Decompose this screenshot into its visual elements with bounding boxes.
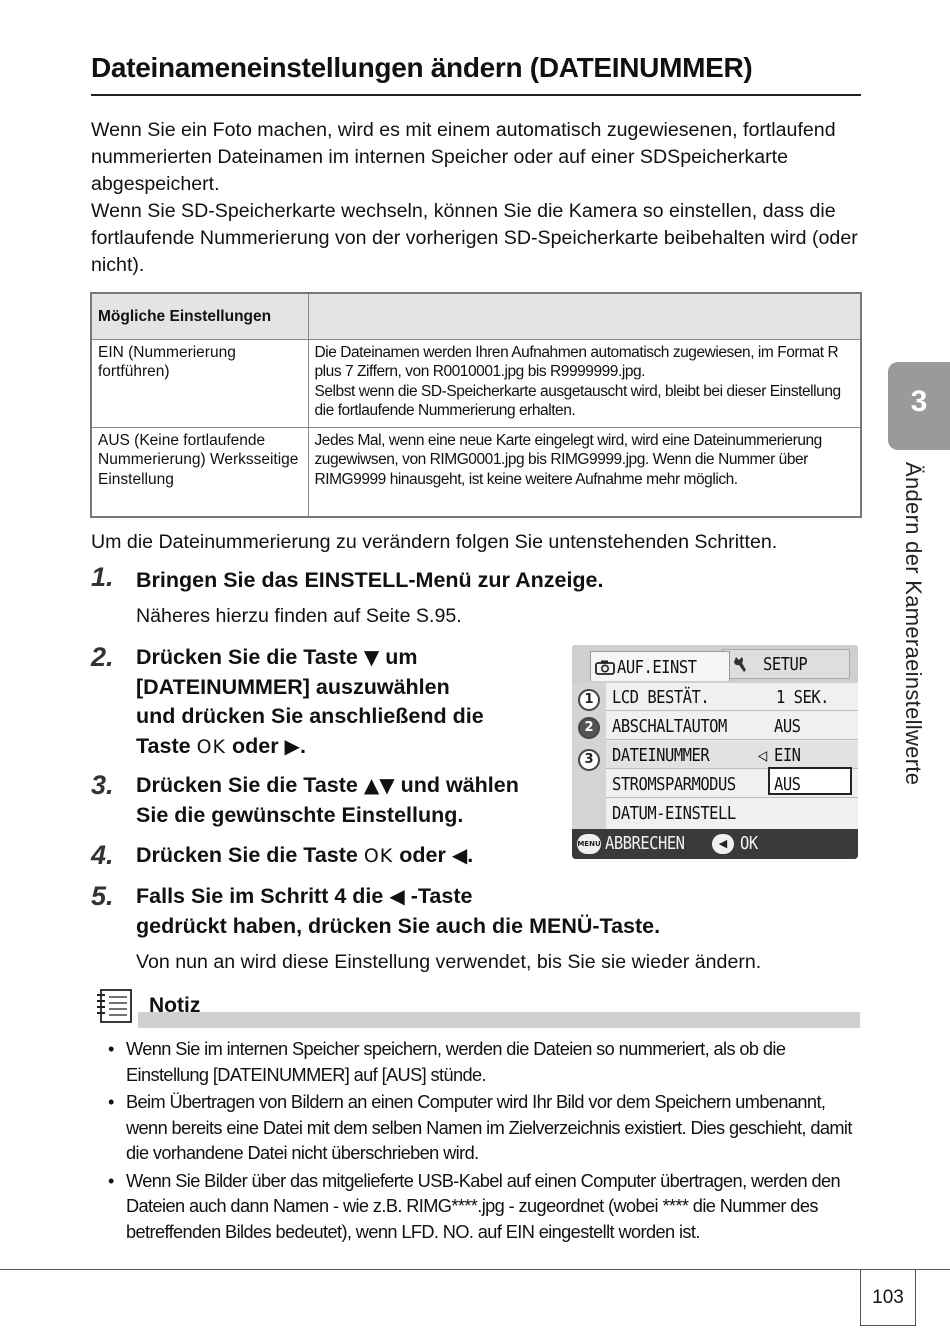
intro-paragraph-1: Wenn Sie ein Foto machen, wird es mit einem automatisch zugewiesenen, fortlaufend nummerierten Dateinamen im internen Speicher oder auf einer SDSpeicherkarte abgespeichert. bbox=[91, 119, 836, 195]
step-text: Bringen Sie das EINSTELL-Menü zur Anzeige. bbox=[136, 568, 604, 592]
camera-menu-value: AUS bbox=[774, 774, 801, 795]
step-text-part: oder bbox=[231, 733, 279, 758]
table-description-line: Die Dateinamen werden Ihren Aufnahmen automatisch zugewiesen, im Format R plus 7 Ziffern, von R0010001.jpg bis R9999999.jpg. bbox=[314, 343, 839, 380]
step-text-part: und drücken Sie anschließend die bbox=[136, 704, 484, 728]
step-number: 5. bbox=[91, 881, 114, 911]
camera-menu-label: STROMSPARMODUS bbox=[612, 774, 736, 795]
notiz-heading: Notiz bbox=[149, 994, 201, 1017]
camera-menu-value: 1 SEK. bbox=[776, 687, 829, 708]
camera-tab-bar bbox=[572, 645, 858, 683]
camera-footer-cancel: ABBRECHEN bbox=[605, 833, 685, 854]
up-down-arrows-icon: ▲▼ bbox=[363, 773, 395, 797]
table-description-cell: Jedes Mal, wenn eine neue Karte eingelegt wird, wird eine Dateinummerierung zugewiwsen, von RIMG0001.jpg bis RIMG9999.jpg. Wenn die Nummer über RIMG9999 hinausgeht, ist keine weitere Aufnahme mehr möglich. bbox=[308, 427, 861, 517]
table-setting-cell: EIN (Nummerierung fortführen) bbox=[91, 339, 308, 427]
step-text-part: Drücken Sie die Taste bbox=[136, 645, 358, 669]
left-button-icon: ◀ bbox=[712, 834, 734, 854]
ok-button-icon: OK bbox=[196, 735, 226, 758]
footer-divider bbox=[0, 1269, 950, 1270]
left-arrow-icon: ◀ bbox=[389, 884, 405, 908]
camera-tab-setup bbox=[722, 649, 850, 679]
camera-menu-label: DATUM-EINSTELL bbox=[612, 803, 736, 824]
camera-menu-label: LCD BESTÄT. bbox=[612, 687, 710, 708]
step-text-part: Falls Sie im Schritt 4 die bbox=[136, 884, 384, 908]
step-text: Drücken Sie die Taste OK oder ◀. bbox=[136, 841, 473, 872]
camera-tab-aufeinst-label: AUF.EINST bbox=[617, 657, 697, 678]
step-text-part: gedrückt haben, drücken Sie auch die MENÜ-Taste. bbox=[136, 913, 661, 938]
step-subtext: Von nun an wird diese Einstellung verwendet, bis Sie sie wieder ändern. bbox=[136, 951, 762, 973]
notiz-list bbox=[108, 1037, 868, 1247]
camera-menu-row bbox=[606, 770, 858, 798]
table-header-cell: Mögliche Einstellungen bbox=[91, 293, 308, 339]
notepad-icon bbox=[93, 987, 139, 1025]
camera-menu-row bbox=[606, 799, 858, 827]
table-header-row bbox=[91, 293, 861, 339]
table-description-line: Selbst wenn die SD-Speicherkarte ausgetauscht wird, bleibt bei dieser Einstellung die fortlaufende Nummerierung erhalten. bbox=[314, 382, 841, 419]
step-text-part: -Taste bbox=[410, 884, 473, 908]
camera-icon bbox=[595, 660, 615, 675]
camera-menu-marker: ◁ bbox=[758, 745, 767, 766]
camera-tab-aufeinst bbox=[590, 651, 730, 681]
table-row bbox=[91, 427, 861, 517]
chapter-title: Ändern der Kameraeinstellwerte bbox=[901, 462, 926, 786]
right-arrow-icon: ▶ bbox=[284, 733, 300, 758]
camera-menu-label: ABSCHALTAUTOM bbox=[612, 716, 727, 737]
page-number: 103 bbox=[860, 1270, 916, 1326]
camera-menu-label: DATEINUMMER bbox=[612, 745, 710, 766]
camera-footer bbox=[572, 829, 858, 859]
camera-menu-value: AUS bbox=[774, 716, 801, 737]
list-item: • Beim Übertragen von Bildern an einen Computer wird Ihr Bild vor dem Speichern umbenannt, wenn bereits eine Datei mit dem selben Namen im Zielverzeichnis existiert. Dies geschieht, damit die vorhandene Datei nicht überschrieben wird. bbox=[108, 1090, 868, 1167]
list-item: • Wenn Sie Bilder über das mitgelieferte USB-Kabel auf einen Computer übertragen, werden den Dateien auch dann Namen - wie z.B. RIMG****.jpg - zugeordnet (wobei **** die Nummer des betreffenden Bildes bedeutet), wenn LFD. NO. auf EIN eingestellt worden ist. bbox=[108, 1169, 868, 1246]
ok-button-icon: OK bbox=[363, 845, 394, 867]
table-row bbox=[91, 339, 861, 427]
step-number: 2. bbox=[91, 642, 114, 672]
title-divider bbox=[91, 94, 861, 96]
camera-menu-row-selected bbox=[606, 741, 858, 769]
step-text-part: Taste bbox=[136, 733, 191, 758]
step-text-part: Drücken Sie die Taste bbox=[136, 773, 358, 797]
step-text-part: [DATEINUMMER] auszuwählen bbox=[136, 674, 450, 699]
intro-paragraph-2: Wenn Sie SD-Speicherkarte wechseln, können Sie die Kamera so einstellen, dass die fortlaufende Nummerierung von der vorherigen SD-Speicherkarte beibehalten wird (oder nicht). bbox=[91, 200, 858, 276]
table-description-cell bbox=[308, 339, 861, 427]
intro-text bbox=[91, 117, 861, 279]
chapter-number: 3 bbox=[910, 385, 928, 418]
page-title: Dateinameneinstellungen ändern (DATEINUMMER) bbox=[91, 52, 753, 83]
step-text bbox=[136, 882, 876, 941]
wrench-icon bbox=[733, 655, 749, 673]
step-number: 3. bbox=[91, 770, 114, 800]
camera-footer-ok: OK bbox=[740, 833, 758, 854]
camera-menu-row bbox=[606, 683, 858, 711]
camera-page-column bbox=[572, 683, 606, 829]
table-setting-cell: AUS (Keine fortlaufende Nummerierung) Werksseitige Einstellung bbox=[91, 427, 308, 517]
step-number: 4. bbox=[91, 840, 114, 870]
step-text-part: und wählen bbox=[400, 773, 519, 797]
camera-page-number: 2 bbox=[578, 717, 600, 739]
settings-table bbox=[90, 292, 862, 518]
menu-button-icon: MENU bbox=[577, 834, 601, 854]
table-header-empty-cell bbox=[308, 293, 861, 339]
camera-page-number: 3 bbox=[578, 749, 600, 771]
camera-menu-value: EIN bbox=[774, 745, 801, 766]
step-number: 1. bbox=[91, 562, 114, 592]
step-text-part: um bbox=[385, 645, 418, 669]
list-item: • Wenn Sie im internen Speicher speichern, werden die Dateien so nummeriert, als ob die Einstellung [DATEINUMMER] auf [AUS] stünde. bbox=[108, 1037, 868, 1088]
steps-intro: Um die Dateinummerierung zu verändern folgen Sie untenstehenden Schritten. bbox=[91, 531, 778, 553]
left-arrow-icon: ◀ bbox=[451, 843, 468, 867]
camera-menu-screenshot bbox=[572, 645, 858, 859]
camera-menu-row bbox=[606, 712, 858, 740]
step-text bbox=[136, 771, 556, 830]
down-arrow-icon: ▼ bbox=[363, 645, 380, 669]
notiz-header-bar bbox=[138, 1012, 860, 1028]
step-text-part: Sie die gewünschte Einstellung. bbox=[136, 802, 464, 827]
camera-page-number: 1 bbox=[578, 689, 600, 711]
camera-tab-setup-label: SETUP bbox=[763, 654, 808, 675]
step-text-part: Drücken Sie die Taste bbox=[136, 843, 358, 867]
step-subtext: Näheres hierzu finden auf Seite S.95. bbox=[136, 605, 462, 627]
step-text-part: oder bbox=[399, 843, 446, 867]
step-text: Drücken Sie die Taste ▼ um [DATEINUMMER] auszuwählen und drücken Sie anschließend die Taste OK oder ▶. bbox=[136, 643, 556, 762]
